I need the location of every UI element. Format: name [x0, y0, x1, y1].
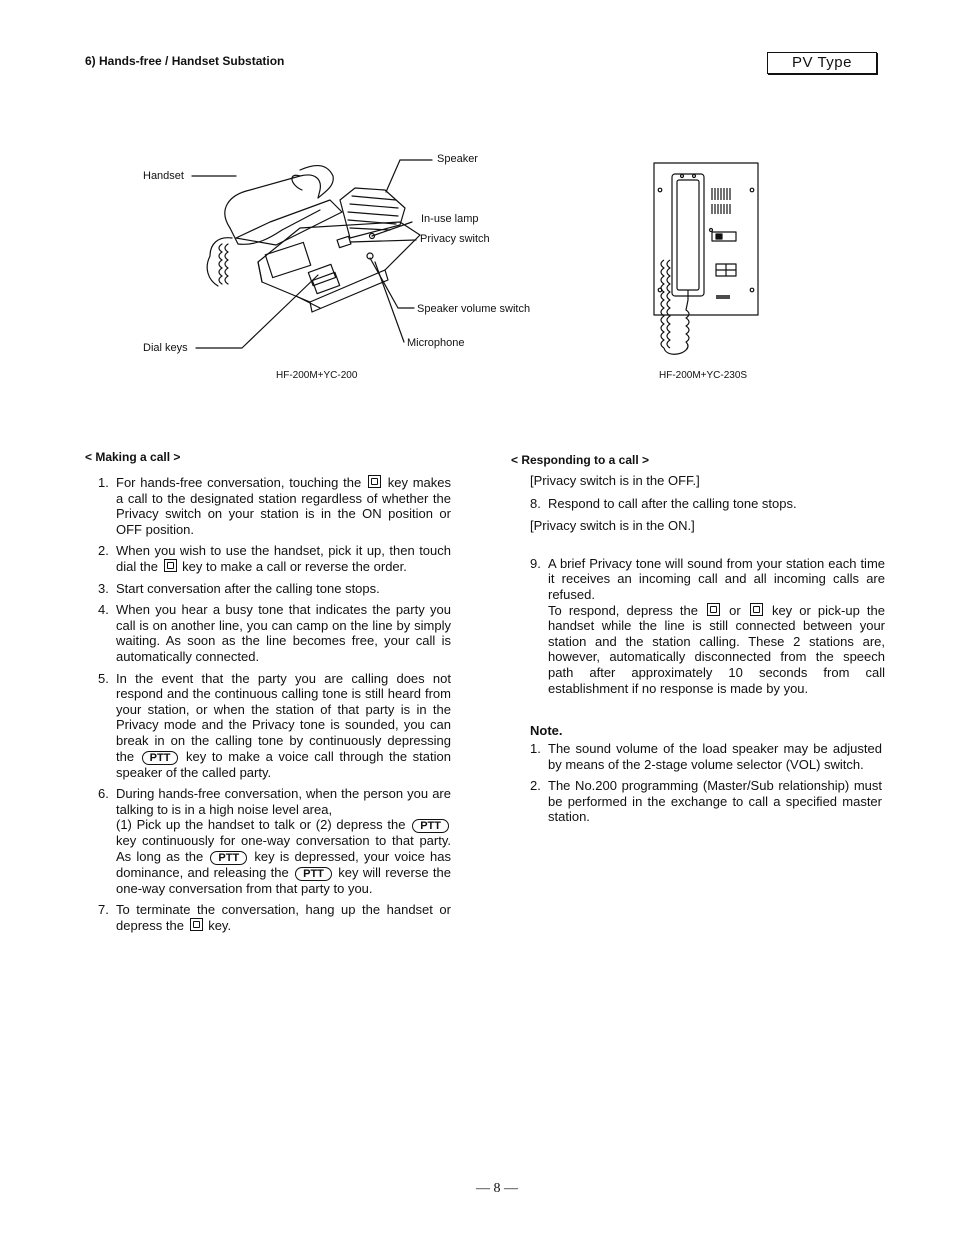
list-item: 2. When you wish to use the handset, pick it up, then touch dial the key to make a call or reverse the order.: [98, 543, 451, 574]
list-item: 6. During hands-free conversation, when the person you are talking to is in a high noise level area, (1) Pick up the handset to talk or (2) depress the PTT key continuously for one-way conversation to that party. As long as the PTT key is depressed, your voice has dominance, and releasing the PTT key will reverse the one-way conversation from that party to you.: [98, 786, 452, 896]
ptt-key-icon: PTT: [412, 819, 449, 833]
responding-title: < Responding to a call >: [511, 453, 650, 467]
section-title: 6) Hands-free / Handset Substation: [85, 54, 285, 68]
list-item: 8. Respond to call after the calling tone stops.: [530, 495, 797, 511]
page-number: — 8 —: [476, 1181, 518, 1196]
responding-block: [530, 473, 885, 702]
figure-caption-left: HF-200M+YC-200: [276, 370, 358, 381]
list-item: 4. When you hear a busy tone that indicates the party you call is on another line, you can camp on the line by simply waiting. As soon as the line becomes free, your call is automatically connected.: [98, 602, 451, 664]
label-in-use-lamp: In-use lamp: [421, 213, 479, 225]
label-speaker-volume-switch: Speaker volume switch: [417, 303, 531, 315]
list-item: 3. Start conversation after the calling tone stops.: [98, 580, 380, 596]
note-list: [530, 741, 882, 831]
master-key-icon: [368, 475, 381, 488]
figure-caption-right: HF-200M+YC-230S: [659, 370, 748, 381]
master-key-icon: [707, 603, 720, 616]
cancel-key-icon: [190, 918, 203, 931]
list-item: 9. A brief Privacy tone will sound from your station each time it receives an incoming call and all incoming calls are refused. To respond, depress the or key or pick-up the handset while the line is still connected between your station and the station calling. These 2 stations are, however, automatically disconnected from the speech path after approximately 10 seconds from call establishment if no response is made by you.: [530, 555, 885, 696]
label-dial-keys: Dial keys: [143, 342, 188, 354]
label-speaker: Speaker: [437, 153, 478, 165]
label-handset: Handset: [143, 170, 184, 182]
ptt-key-icon: PTT: [142, 751, 179, 765]
privacy-off-note: [Privacy switch is in the OFF.]: [530, 473, 700, 488]
master-key-icon: [164, 559, 177, 572]
list-item: 7. To terminate the conversation, hang up the handset or depress the key.: [98, 902, 451, 934]
cancel-key-icon: [750, 603, 763, 616]
label-microphone: Microphone: [407, 337, 465, 349]
ptt-key-icon: PTT: [210, 851, 247, 865]
making-call-list: [98, 475, 451, 940]
label-privacy-switch: Privacy switch: [420, 233, 490, 245]
privacy-on-note: [Privacy switch is in the ON.]: [530, 518, 695, 534]
making-call-title: < Making a call >: [85, 450, 181, 464]
hf-200m-yc-200-figure: [0, 0, 954, 400]
ptt-key-icon: PTT: [295, 867, 332, 881]
note-title: Note.: [530, 723, 563, 738]
list-item: 5. In the event that the party you are calling does not respond and the continuous calling tone is still heard from your station, or when the station of that party is in the Privacy mode and the Privacy tone is sounded, you can break in on the calling tone by continuously depressing the PTT key to make a voice call through the station speaker of the called party.: [98, 670, 451, 780]
list-item: 2. The No.200 programming (Master/Sub relationship) must be performed in the exchange to call a specified master station.: [530, 778, 882, 825]
list-item: 1. For hands-free conversation, touching the key makes a call to the designated station regardless of whether the Privacy switch on your station is in the ON position or OFF position.: [98, 475, 452, 537]
list-item: 1. The sound volume of the load speaker may be adjusted by means of the 2-stage volume selector (VOL) switch.: [530, 741, 882, 772]
hf-200m-yc-230s-figure: [650, 160, 762, 360]
type-box: PV Type: [767, 52, 877, 74]
